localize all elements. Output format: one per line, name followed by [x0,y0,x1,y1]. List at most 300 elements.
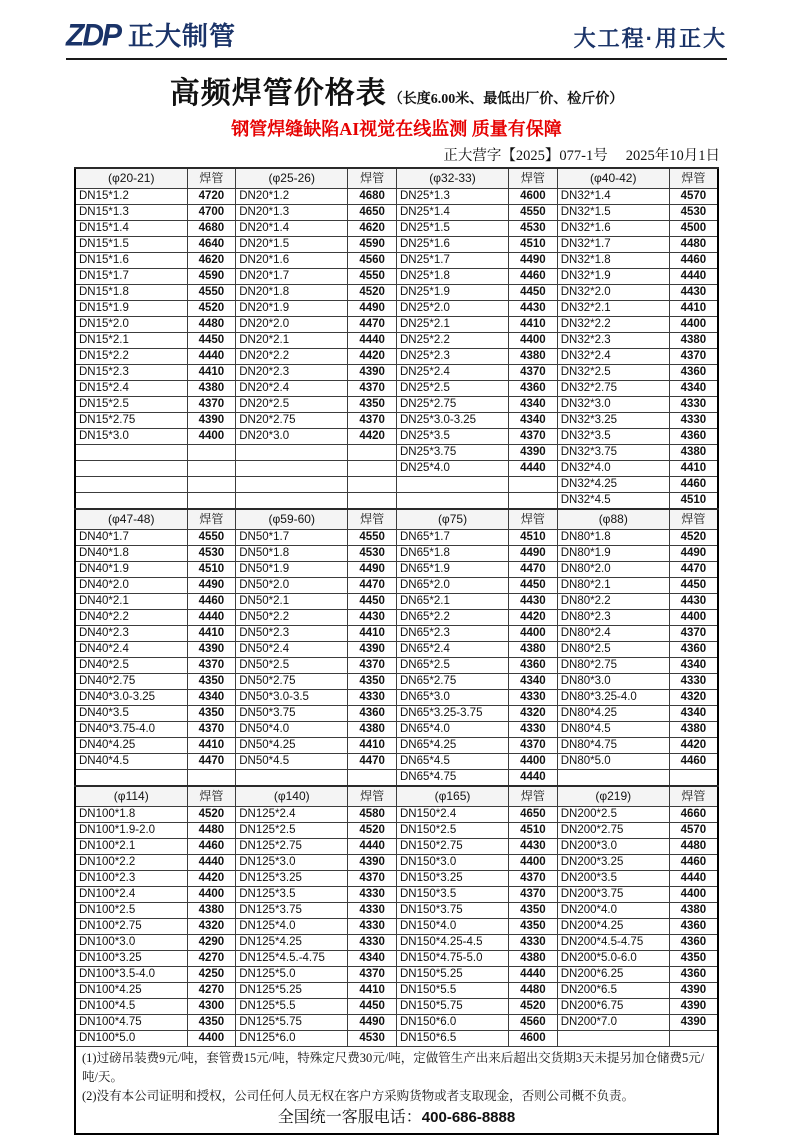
spec-cell: DN100*1.8 [75,807,187,823]
price-cell [348,461,397,477]
spec-cell [557,1031,669,1047]
spec-cell: DN80*2.1 [557,578,669,594]
spec-cell: DN65*1.7 [397,530,509,546]
table-row [75,935,718,951]
table-row [75,674,718,690]
spec-cell: DN32*4.0 [557,461,669,477]
spec-cell: DN80*4.75 [557,738,669,754]
price-cell: 4370 [509,429,558,445]
price-cell: 4400 [187,429,236,445]
table-row [75,413,718,429]
price-cell: 4450 [669,578,718,594]
spec-cell: DN25*1.4 [397,205,509,221]
price-cell: 4400 [509,333,558,349]
price-cell: 4370 [187,397,236,413]
spec-cell: DN32*4.5 [557,493,669,510]
spec-cell: DN32*1.7 [557,237,669,253]
table-row [75,285,718,301]
price-cell [187,477,236,493]
table-row [75,690,718,706]
price-cell: 4330 [669,674,718,690]
price-cell: 4340 [669,658,718,674]
spec-cell: DN100*3.5-4.0 [75,967,187,983]
table-row [75,562,718,578]
price-header-cell: 焊管 [669,168,718,189]
spec-cell: DN15*2.1 [75,333,187,349]
price-cell: 4440 [509,967,558,983]
spec-cell: DN65*4.75 [397,770,509,787]
spec-cell: DN15*1.4 [75,221,187,237]
price-cell: 4330 [348,903,397,919]
price-cell: 4450 [348,594,397,610]
price-cell: 4660 [669,807,718,823]
document-number: 正大营字【2025】077-1号 [443,148,608,164]
price-cell: 4350 [348,674,397,690]
table-row [75,546,718,562]
spec-cell: DN65*1.9 [397,562,509,578]
price-cell: 4370 [509,871,558,887]
price-cell: 4490 [348,301,397,317]
price-cell: 4490 [187,578,236,594]
table-row [75,301,718,317]
section-header-cell: (φ140) [236,786,348,807]
price-cell [509,493,558,510]
price-cell: 4520 [348,823,397,839]
price-cell: 4440 [348,333,397,349]
spec-cell: DN80*4.25 [557,706,669,722]
price-cell: 4370 [509,887,558,903]
spec-cell: DN65*2.4 [397,642,509,658]
price-cell: 4440 [669,871,718,887]
price-cell: 4340 [187,690,236,706]
table-row [75,754,718,770]
spec-cell: DN20*1.3 [236,205,348,221]
price-cell [187,445,236,461]
spec-cell: DN80*3.0 [557,674,669,690]
section-header-cell: (φ75) [397,509,509,530]
table-row [75,429,718,445]
price-header-cell: 焊管 [348,786,397,807]
section-header-cell: (φ20-21) [75,168,187,189]
spec-cell: DN40*3.0-3.25 [75,690,187,706]
document-number-line [73,144,720,165]
price-cell: 4440 [187,349,236,365]
spec-cell: DN200*6.75 [557,999,669,1015]
price-cell: 4460 [669,855,718,871]
spec-cell: DN200*4.0 [557,903,669,919]
price-cell: 4410 [348,626,397,642]
table-row [75,770,718,787]
spec-cell: DN100*2.75 [75,919,187,935]
spec-cell: DN125*3.0 [236,855,348,871]
price-cell: 4350 [187,706,236,722]
table-row [75,951,718,967]
price-cell: 4440 [348,839,397,855]
spec-cell: DN40*4.5 [75,754,187,770]
price-cell: 4470 [509,562,558,578]
table-row [75,658,718,674]
table-row [75,578,718,594]
price-cell: 4560 [509,1015,558,1031]
spec-cell: DN40*2.75 [75,674,187,690]
spec-cell [236,461,348,477]
spec-cell [236,493,348,510]
price-cell: 4350 [509,919,558,935]
price-cell: 4550 [509,205,558,221]
price-cell: 4330 [669,413,718,429]
spec-cell: DN20*1.4 [236,221,348,237]
spec-cell [75,477,187,493]
table-row [75,493,718,510]
spec-cell: DN125*5.75 [236,1015,348,1031]
section-header-cell: (φ114) [75,786,187,807]
spec-cell: DN150*4.75-5.0 [397,951,509,967]
section-header-cell: (φ25-26) [236,168,348,189]
price-cell: 4400 [187,1031,236,1047]
price-cell: 4390 [348,642,397,658]
price-cell: 4550 [187,285,236,301]
price-cell: 4400 [509,855,558,871]
price-cell: 4440 [187,610,236,626]
table-row [75,871,718,887]
price-cell: 4430 [509,301,558,317]
price-cell: 4340 [509,397,558,413]
spec-cell: DN32*3.25 [557,413,669,429]
price-cell: 4380 [669,333,718,349]
price-cell: 4460 [187,839,236,855]
spec-cell: DN20*2.3 [236,365,348,381]
price-cell: 4420 [348,429,397,445]
price-cell: 4370 [509,738,558,754]
spec-cell: DN50*2.5 [236,658,348,674]
spec-cell: DN65*2.5 [397,658,509,674]
spec-cell: DN32*3.0 [557,397,669,413]
note-2: (2)没有本公司证明和授权，公司任何人员无权在客户方采购货物或者支取现金，否则公司概不负责。 [82,1088,635,1103]
spec-cell: DN32*2.0 [557,285,669,301]
spec-cell: DN125*5.25 [236,983,348,999]
spec-cell: DN15*2.4 [75,381,187,397]
spec-cell: DN150*3.25 [397,871,509,887]
spec-cell: DN20*1.5 [236,237,348,253]
table-row [75,642,718,658]
price-cell: 4470 [348,317,397,333]
price-header-cell: 焊管 [348,509,397,530]
price-cell: 4410 [669,461,718,477]
price-cell: 4720 [187,189,236,205]
spec-cell: DN200*7.0 [557,1015,669,1031]
spec-cell: DN15*1.6 [75,253,187,269]
spec-cell: DN200*3.25 [557,855,669,871]
spec-cell: DN150*3.5 [397,887,509,903]
price-cell: 4400 [669,610,718,626]
spec-cell: DN150*4.25-4.5 [397,935,509,951]
price-cell: 4430 [348,610,397,626]
spec-cell: DN125*2.75 [236,839,348,855]
price-cell: 4270 [187,983,236,999]
table-row [75,823,718,839]
price-cell [669,770,718,787]
spec-cell: DN15*1.7 [75,269,187,285]
price-cell: 4530 [348,1031,397,1047]
section-header-cell: (φ32-33) [397,168,509,189]
brand-header [66,16,727,60]
table-row [75,269,718,285]
hotline-number: 400-686-8888 [421,1109,516,1127]
table-row [75,967,718,983]
spec-cell [236,445,348,461]
price-cell: 4370 [509,365,558,381]
price-cell: 4640 [187,237,236,253]
hotline-line [82,1106,711,1130]
spec-cell: DN20*2.4 [236,381,348,397]
table-row [75,445,718,461]
spec-cell: DN125*5.5 [236,999,348,1015]
price-cell: 4380 [509,642,558,658]
spec-cell: DN80*2.75 [557,658,669,674]
spec-cell: DN15*2.75 [75,413,187,429]
spec-cell: DN25*2.5 [397,381,509,397]
spec-cell: DN40*3.75-4.0 [75,722,187,738]
spec-cell: DN15*3.0 [75,429,187,445]
table-row [75,722,718,738]
spec-cell: DN125*5.0 [236,967,348,983]
price-cell: 4350 [187,674,236,690]
price-cell: 4700 [187,205,236,221]
spec-cell: DN15*2.2 [75,349,187,365]
spec-cell: DN40*2.0 [75,578,187,594]
spec-cell: DN40*2.4 [75,642,187,658]
price-sheet-page [0,16,793,1138]
price-cell: 4680 [187,221,236,237]
spec-cell: DN15*1.8 [75,285,187,301]
spec-cell: DN25*2.3 [397,349,509,365]
price-cell: 4590 [187,269,236,285]
spec-cell: DN25*2.4 [397,365,509,381]
spec-cell [75,493,187,510]
price-cell: 4530 [669,205,718,221]
price-cell: 4400 [509,754,558,770]
price-cell [509,477,558,493]
price-cell [348,477,397,493]
price-cell: 4330 [348,690,397,706]
spec-cell: DN50*2.3 [236,626,348,642]
price-cell: 4420 [187,871,236,887]
spec-cell: DN20*1.9 [236,301,348,317]
price-cell: 4590 [348,237,397,253]
spec-cell: DN100*2.5 [75,903,187,919]
price-cell: 4380 [509,349,558,365]
table-row [75,189,718,205]
price-cell: 4410 [187,365,236,381]
spec-cell: DN15*1.9 [75,301,187,317]
table-row [75,626,718,642]
spec-cell: DN125*2.4 [236,807,348,823]
spec-cell: DN25*2.0 [397,301,509,317]
spec-cell: DN15*2.0 [75,317,187,333]
price-cell: 4370 [669,349,718,365]
price-cell: 4380 [348,722,397,738]
spec-cell: DN40*4.25 [75,738,187,754]
spec-cell: DN50*4.0 [236,722,348,738]
table-row [75,706,718,722]
spec-cell: DN100*4.5 [75,999,187,1015]
price-cell: 4410 [187,626,236,642]
price-header-cell: 焊管 [669,509,718,530]
price-cell: 4600 [509,1031,558,1047]
price-cell: 4560 [348,253,397,269]
price-cell: 4390 [669,999,718,1015]
table-row [75,999,718,1015]
price-cell: 4380 [187,903,236,919]
price-cell: 4410 [348,983,397,999]
price-cell: 4340 [509,413,558,429]
spec-cell: DN150*3.75 [397,903,509,919]
table-row [75,365,718,381]
price-cell: 4370 [669,626,718,642]
spec-cell: DN25*4.0 [397,461,509,477]
price-cell: 4490 [348,562,397,578]
price-cell: 4460 [669,253,718,269]
table-row [75,317,718,333]
spec-cell: DN65*4.25 [397,738,509,754]
price-cell: 4440 [669,269,718,285]
spec-cell: DN80*2.5 [557,642,669,658]
price-cell: 4400 [187,887,236,903]
spec-cell: DN40*3.5 [75,706,187,722]
spec-cell: DN25*2.2 [397,333,509,349]
price-cell: 4360 [509,658,558,674]
price-cell: 4420 [669,738,718,754]
price-cell: 4520 [509,999,558,1015]
section-header-cell: (φ59-60) [236,509,348,530]
spec-cell: DN100*2.2 [75,855,187,871]
spec-cell: DN25*3.5 [397,429,509,445]
spec-cell: DN100*2.4 [75,887,187,903]
price-cell: 4480 [669,839,718,855]
table-row [75,983,718,999]
price-cell: 4410 [348,738,397,754]
price-cell: 4430 [509,839,558,855]
spec-cell: DN100*4.75 [75,1015,187,1031]
price-cell: 4480 [509,983,558,999]
spec-cell: DN25*1.9 [397,285,509,301]
table-row [75,477,718,493]
spec-cell: DN125*4.25 [236,935,348,951]
spec-cell: DN65*4.0 [397,722,509,738]
price-cell: 4390 [348,365,397,381]
price-cell: 4370 [187,658,236,674]
spec-cell: DN50*1.9 [236,562,348,578]
spec-cell: DN80*1.8 [557,530,669,546]
price-cell: 4470 [348,578,397,594]
price-cell: 4250 [187,967,236,983]
spec-cell: DN125*3.25 [236,871,348,887]
price-cell: 4450 [187,333,236,349]
spec-cell: DN150*5.5 [397,983,509,999]
spec-cell: DN15*2.5 [75,397,187,413]
spec-cell: DN100*3.0 [75,935,187,951]
spec-cell: DN50*2.1 [236,594,348,610]
section-header-cell: (φ40-42) [557,168,669,189]
spec-cell: DN15*2.3 [75,365,187,381]
price-cell: 4380 [187,381,236,397]
price-cell [187,461,236,477]
price-cell: 4410 [187,738,236,754]
price-cell: 4330 [509,935,558,951]
price-cell: 4380 [669,903,718,919]
table-row [75,221,718,237]
spec-cell: DN25*1.3 [397,189,509,205]
price-cell [348,445,397,461]
spec-cell: DN150*4.0 [397,919,509,935]
spec-cell: DN200*3.0 [557,839,669,855]
table-row [75,333,718,349]
spec-cell: DN100*2.1 [75,839,187,855]
price-cell: 4510 [509,823,558,839]
price-cell: 4290 [187,935,236,951]
price-cell: 4480 [187,317,236,333]
price-cell: 4320 [187,919,236,935]
spec-cell: DN50*2.75 [236,674,348,690]
price-cell: 4510 [669,493,718,510]
spec-cell: DN25*3.0-3.25 [397,413,509,429]
spec-cell: DN32*3.75 [557,445,669,461]
spec-cell: DN20*1.8 [236,285,348,301]
spec-cell [236,477,348,493]
price-cell: 4520 [187,301,236,317]
spec-cell: DN125*2.5 [236,823,348,839]
spec-cell: DN20*1.7 [236,269,348,285]
spec-cell: DN150*6.0 [397,1015,509,1031]
table-row [75,594,718,610]
spec-cell: DN15*1.3 [75,205,187,221]
spec-cell: DN25*1.7 [397,253,509,269]
spec-cell: DN40*1.8 [75,546,187,562]
price-cell: 4370 [187,722,236,738]
price-cell: 4350 [669,951,718,967]
table-row [75,1031,718,1047]
spec-cell [75,461,187,477]
spec-cell: DN20*2.1 [236,333,348,349]
price-cell: 4490 [348,1015,397,1031]
document-date: 2025年10月1日 [625,148,720,164]
spec-cell [75,445,187,461]
spec-cell: DN200*4.25 [557,919,669,935]
spec-cell: DN150*2.5 [397,823,509,839]
spec-cell: DN20*3.0 [236,429,348,445]
price-cell: 4340 [669,706,718,722]
spec-cell [397,477,509,493]
price-cell: 4390 [187,413,236,429]
spec-cell: DN150*2.4 [397,807,509,823]
spec-cell: DN150*3.0 [397,855,509,871]
table-row [75,381,718,397]
price-cell: 4360 [669,365,718,381]
spec-cell: DN15*1.2 [75,189,187,205]
spec-cell: DN65*4.5 [397,754,509,770]
price-cell: 4470 [669,562,718,578]
hotline-label: 全国统一客服电话： [277,1109,422,1127]
spec-cell: DN80*2.4 [557,626,669,642]
brand-slogan: 大工程·用正大 [573,26,727,51]
spec-cell: DN80*3.25-4.0 [557,690,669,706]
notes-cell [75,1047,718,1135]
spec-cell: DN20*1.6 [236,253,348,269]
price-cell: 4510 [509,530,558,546]
price-cell: 4460 [669,477,718,493]
section-header-row [75,509,718,530]
price-cell: 4430 [509,594,558,610]
